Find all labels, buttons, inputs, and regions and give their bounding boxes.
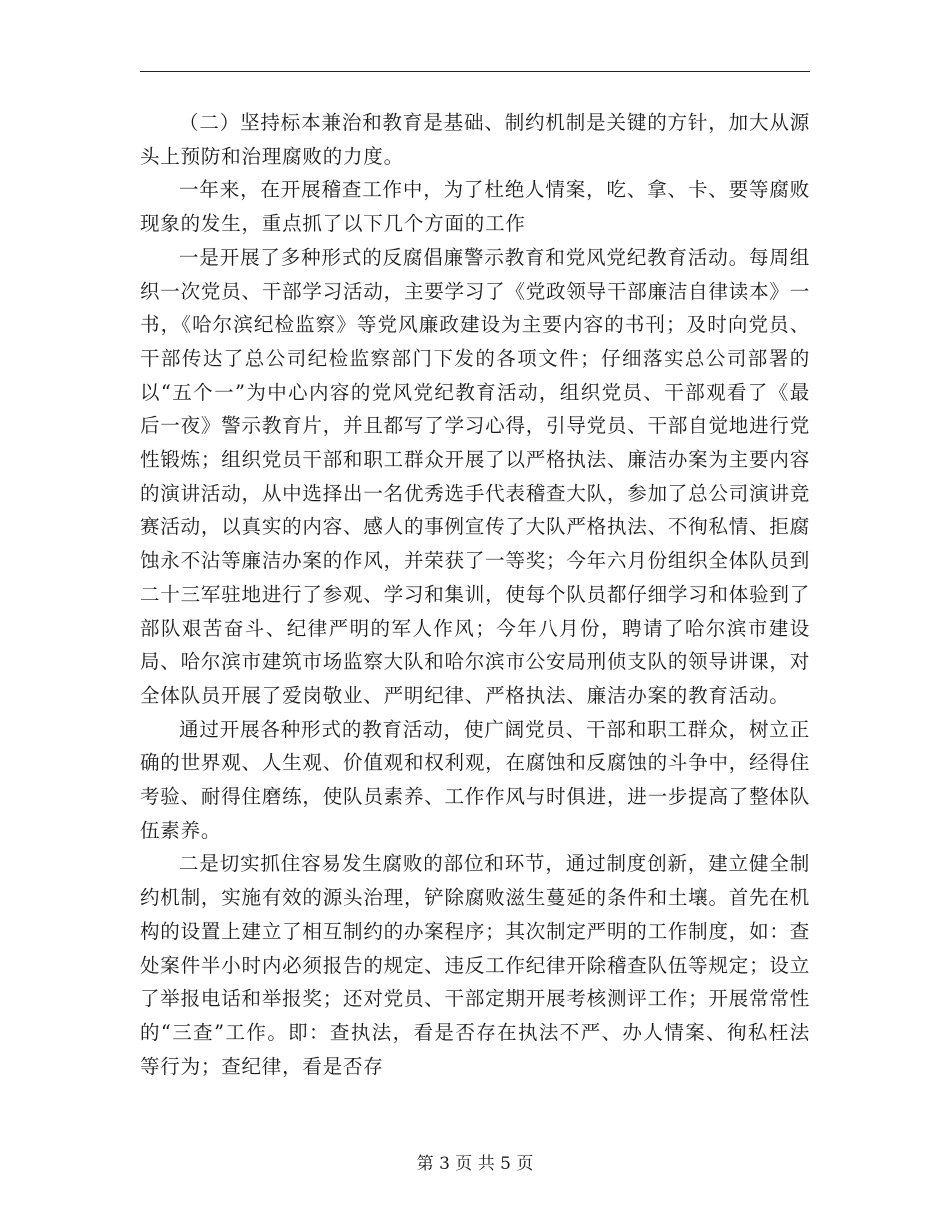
paragraph-1: （二）坚持标本兼治和教育是基础、制约机制是关键的方针，加大从源头上预防和治理腐败的力度。 xyxy=(140,111,810,168)
paragraph-5: 二是切实抓住容易发生腐败的部位和环节，通过制度创新，建立健全制约机制，实施有效的源头治理，铲除腐败滋生蔓延的条件和土壤。首先在机构的设置上建立了相互制约的办案程序；其次制定严明的工作制度，如：查处案件半小时内必须报告的规定、违反工作纪律开除稽查队伍等规定；设立了举报电话和举报奖；还对党员、干部定期开展考核测评工作；开展常常性的“三查”工作。即：查执法，看是否存在执法不严、办人情案、徇私枉法等行为；查纪律，看是否存 xyxy=(140,852,810,1078)
page-footer xyxy=(0,1152,950,1176)
paragraph-4: 通过开展各种形式的教育活动，使广阔党员、干部和职工群众，树立正确的世界观、人生观、价值观和权利观，在腐蚀和反腐蚀的斗争中，经得住考验、耐得住磨练，使队员素养、工作作风与时俱进，进一步提高了整体队伍素养。 xyxy=(140,717,810,842)
header-rule xyxy=(140,71,810,72)
document-body xyxy=(140,106,810,1083)
paragraph-3: 一是开展了多种形式的反腐倡廉警示教育和党风党纪教育活动。每周组织一次党员、干部学习活动，主要学习了《党政领导干部廉洁自律读本》一书，《哈尔滨纪检监察》等党风廉政建设为主要内容的书刊；及时向党员、干部传达了总公司纪检监察部门下发的各项文件；仔细落实总公司部署的以“五个一”为中心内容的党风党纪教育活动，组织党员、干部观看了《最后一夜》警示教育片，并且都写了学习心得，引导党员、干部自觉地进行党性锻炼；组织党员干部和职工群众开展了以严格执法、廉洁办案为主要内容的演讲活动，从中选择出一名优秀选手代表稽查大队，参加了总公司演讲竞赛活动，以真实的内容、感人的事例宣传了大队严格执法、不徇私情、拒腐蚀永不沾等廉洁办案的作风，并荣获了一等奖；今年六月份组织全体队员到二十三军驻地进行了参观、学习和集训，使每个队员都仔细学习和体验到了部队艰苦奋斗、纪律严明的军人作风；今年八月份，聘请了哈尔滨市建设局、哈尔滨市建筑市场监察大队和哈尔滨市公安局刑侦支队的领导讲课，对全体队员开展了爱岗敬业、严明纪律、严格执法、廉洁办案的教育活动。 xyxy=(140,245,810,707)
page-number: 第 3 页 共 5 页 xyxy=(416,1154,534,1174)
paragraph-2: 一年来，在开展稽查工作中，为了杜绝人情案，吃、拿、卡、要等腐败现象的发生，重点抓了以下几个方面的工作 xyxy=(140,178,810,236)
